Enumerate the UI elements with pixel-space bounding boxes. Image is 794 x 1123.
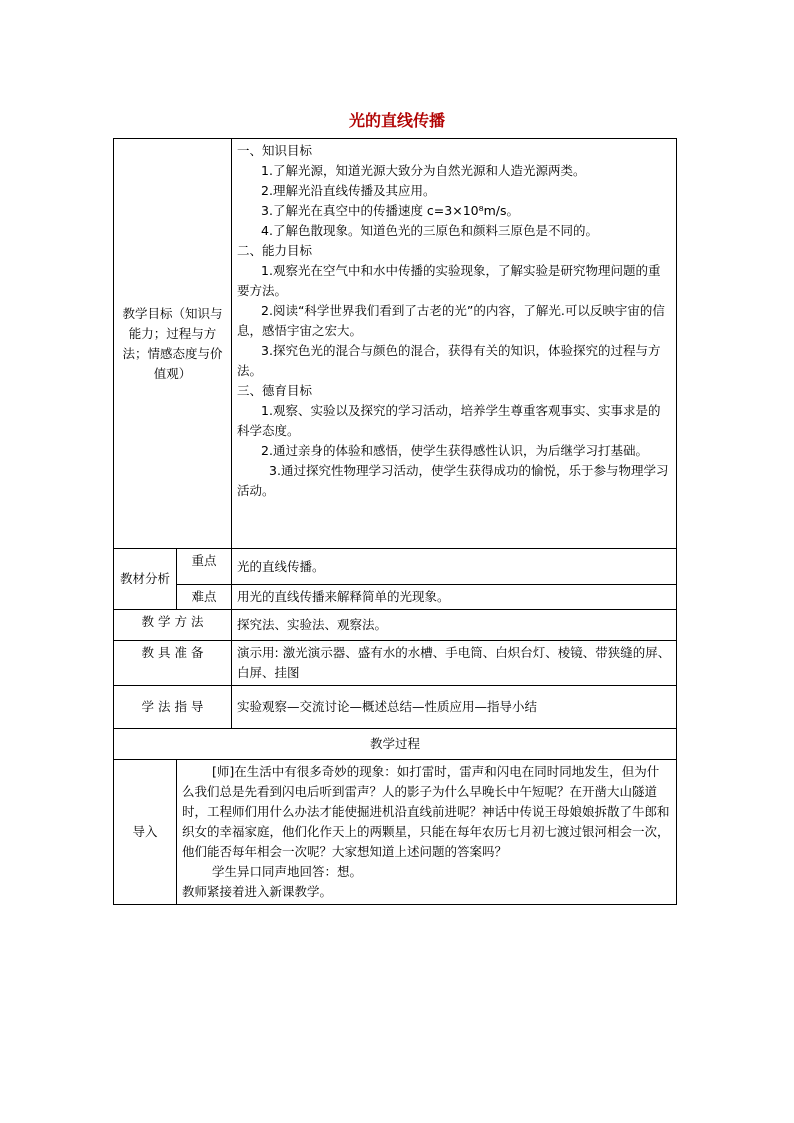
process-header-row [114,729,677,760]
key-point-label: 重点 [177,549,232,585]
analysis-label: 教材分析 [114,549,177,610]
intro-row [114,760,677,905]
process-header: 教学过程 [114,729,677,760]
intro-paragraph: 教师紧接着进入新课教学。 [182,884,333,899]
analysis-key-row [114,549,677,585]
moral-item: 3.通过探究性物理学习活动，使学生获得成功的愉悦，乐于参与物理学习活动。 [237,463,669,498]
objectives-label: 教学目标（知识与能力；过程与方法；情感态度与价值观） [114,139,232,549]
intro-content [177,760,677,905]
analysis-difficulty-row [114,585,677,610]
study-label: 学 法 指 导 [114,686,232,729]
knowledge-item: 2.理解光沿直线传播及其应用。 [261,183,436,198]
intro-paragraph: 学生异口同声地回答：想。 [212,864,363,879]
tools-text: 演示用: 激光演示器、盛有水的水槽、手电筒、白炽台灯、棱镜、带狭缝的屏、白屏、挂图 [232,641,677,686]
document-title: 光的直线传播 [348,111,445,130]
key-point-text: 光的直线传播。 [232,549,677,585]
moral-item: 2.通过亲身的体验和感悟，使学生获得感性认识，为后继学习打基础。 [261,443,648,458]
ability-item: 3.探究色光的混合与颜色的混合，获得有关的知识，体验探究的过程与方法。 [237,343,661,378]
knowledge-item: 1.了解光源，知道光源大致分为自然光源和人造光源两类。 [261,163,586,178]
moral-heading: 三、德育目标 [237,383,313,398]
moral-item: 1.观察、实验以及探究的学习活动，培养学生尊重客观事实、实事求是的科学态度。 [237,403,661,438]
difficulty-label: 难点 [177,585,232,610]
tools-row [114,641,677,686]
difficulty-text: 用光的直线传播来解释简单的光现象。 [232,585,677,610]
study-row [114,686,677,729]
ability-item: 2.阅读“科学世界我们看到了古老的光”的内容，了解光.可以反映宇宙的信息，感悟宇宙之宏大。 [237,303,665,338]
objectives-row [114,139,677,549]
intro-paragraph: [师]在生活中有很多奇妙的现象：如打雷时，雷声和闪电在同时同地发生，但为什么我们总是先看到闪电后听到雷声？人的影子为什么早晚长中午短呢？在开凿大山隧道时，工程师们用什么办法才能使掘进机沿直线前进呢？神话中传说王母娘娘拆散了牛郎和织女的幸福家庭，他们化作天上的两颗星，只能在每年农历七月初七渡过银河相会一次，他们能否每年相会一次呢？大家想知道上述问题的答案吗？ [182,764,670,859]
knowledge-item: 3.了解光在真空中的传播速度 c=3×10⁸m/s。 [261,203,520,218]
tools-label: 教 具 准 备 [114,641,232,686]
objectives-content [232,139,677,549]
ability-item: 1.观察光在空气中和水中传播的实验现象，了解实验是研究物理问题的重要方法。 [237,263,661,298]
knowledge-heading: 一、知识目标 [237,143,313,158]
intro-label: 导入 [114,760,177,905]
method-text: 探究法、实验法、观察法。 [232,610,677,641]
method-row [114,610,677,641]
lesson-plan-table [113,138,677,905]
ability-heading: 二、能力目标 [237,243,313,258]
study-text: 实验观察—交流讨论—概述总结—性质应用—指导小结 [232,686,677,729]
knowledge-item: 4.了解色散现象。知道色光的三原色和颜料三原色是不同的。 [261,223,598,238]
method-label: 教 学 方 法 [114,610,232,641]
